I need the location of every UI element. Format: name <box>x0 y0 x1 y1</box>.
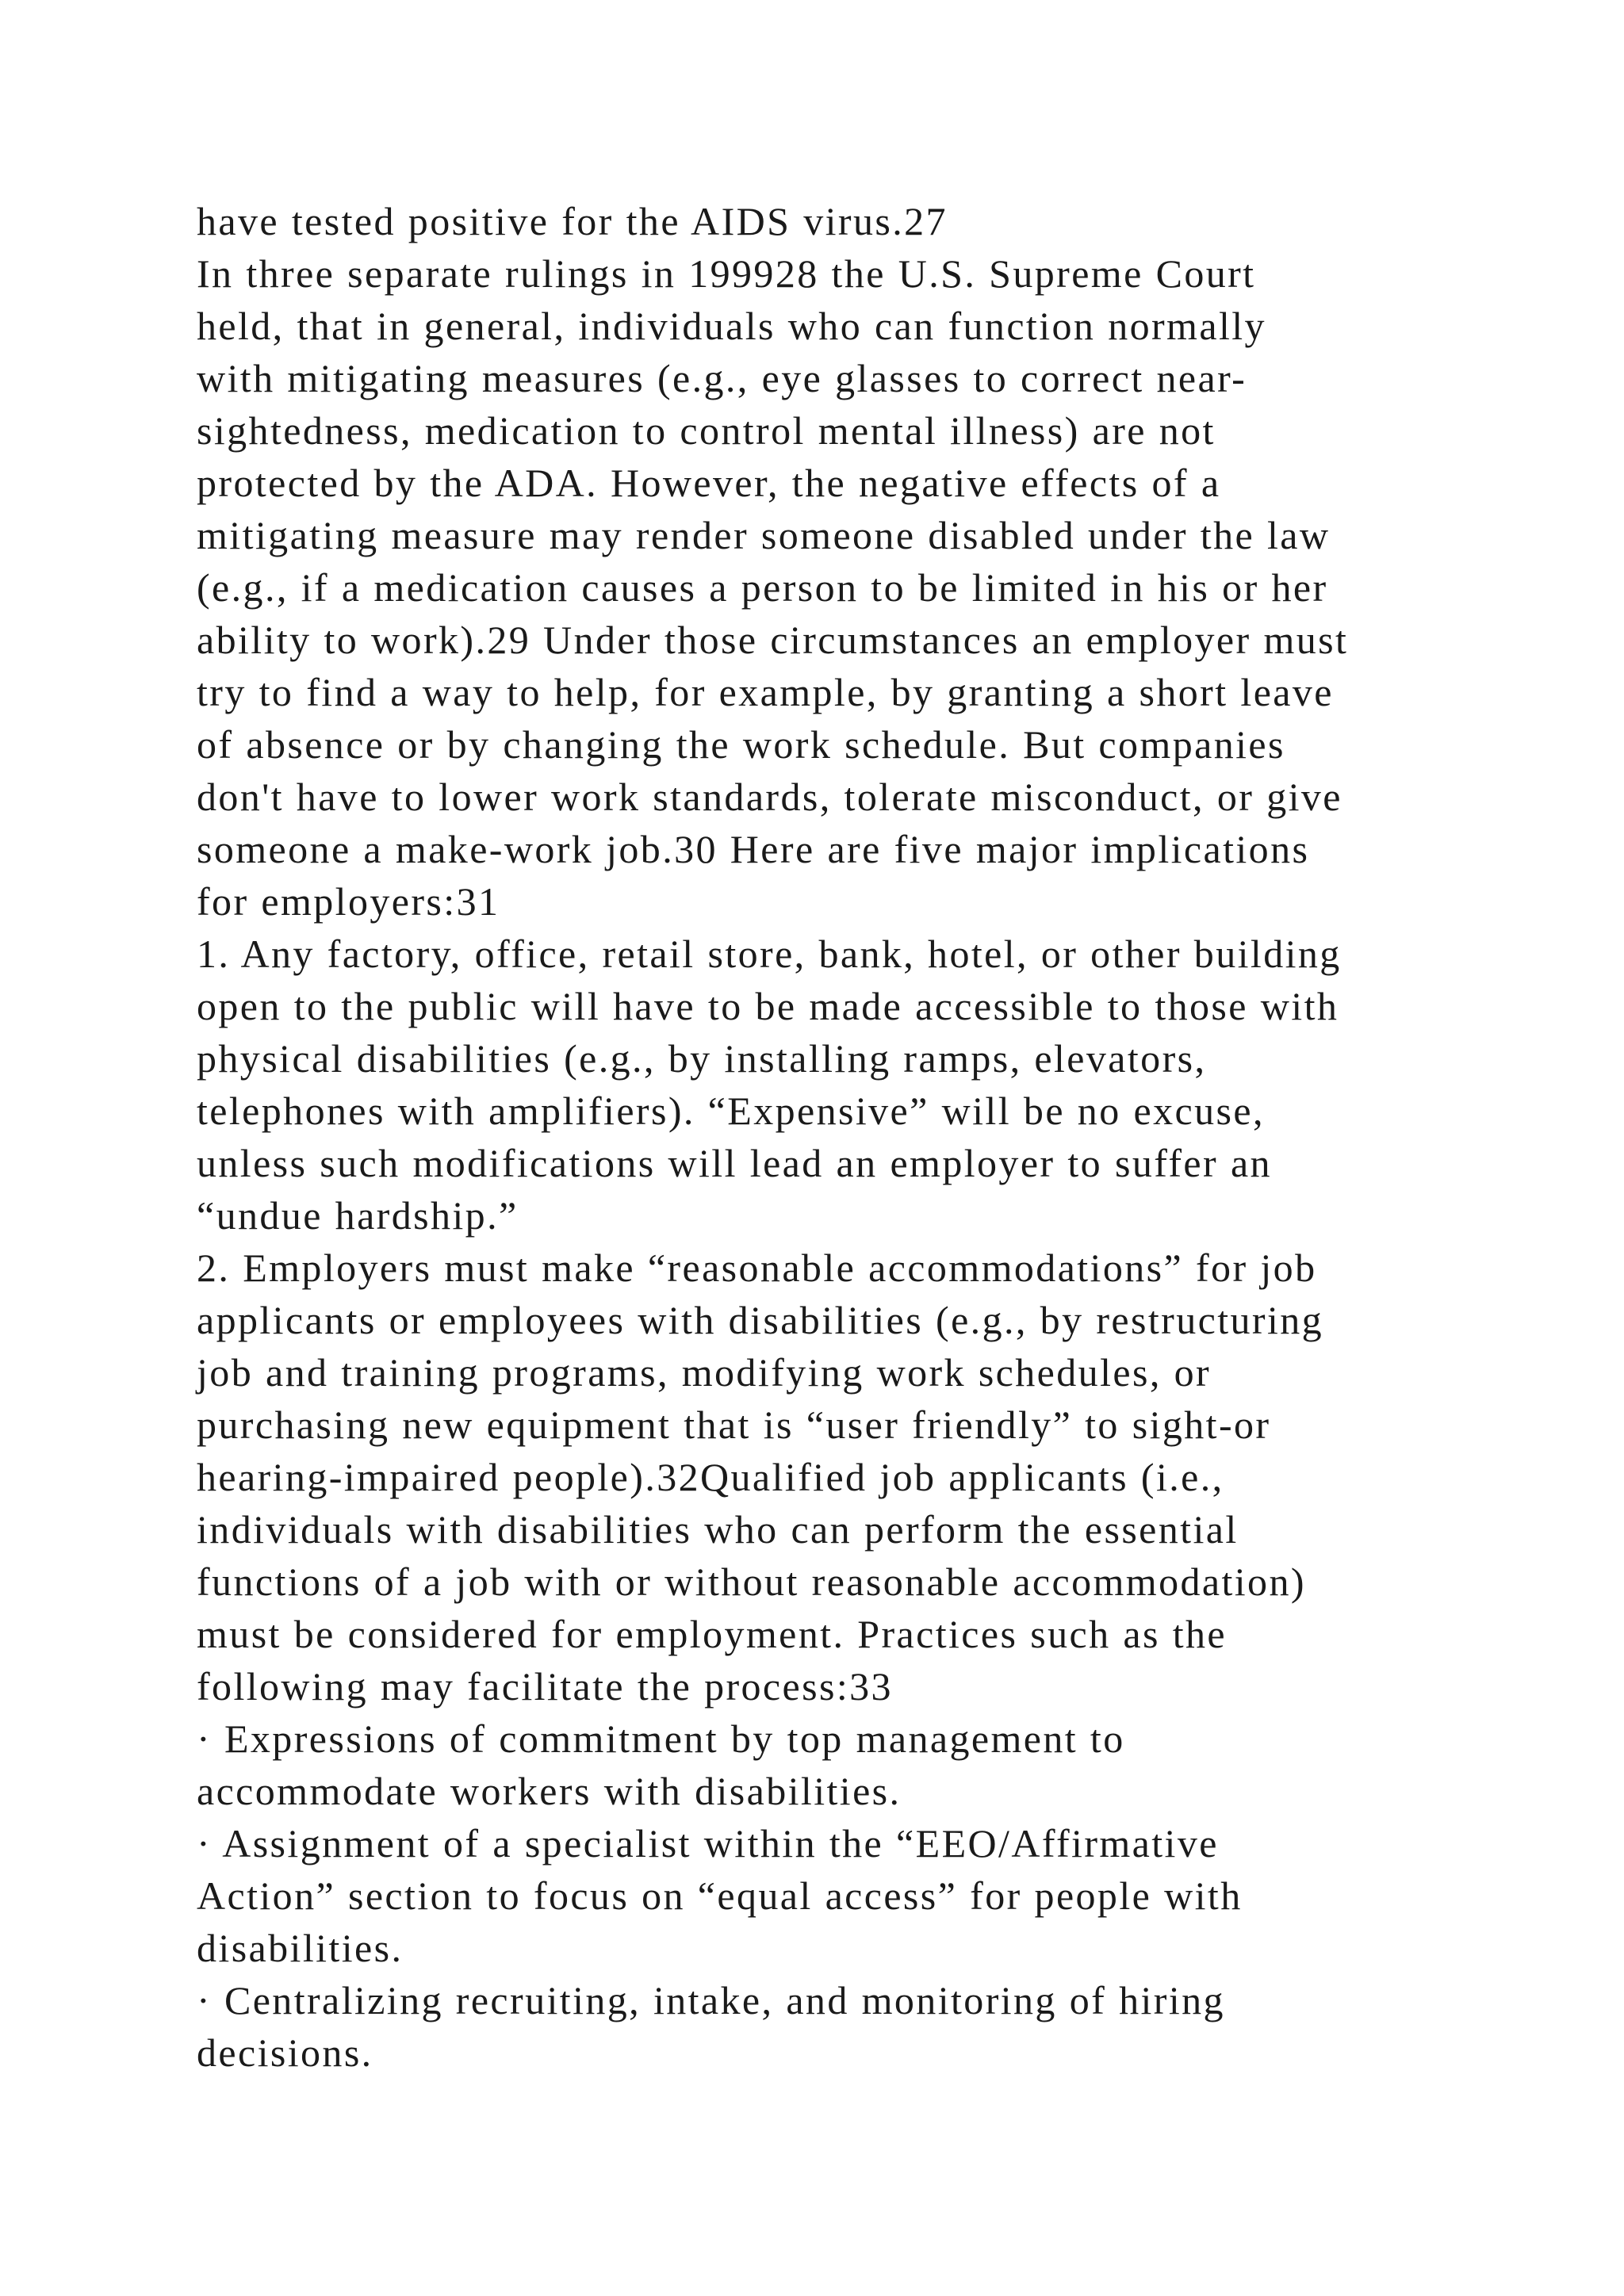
list-item-line: purchasing new equipment that is “user friendly” to sight-or <box>197 1402 1271 1447</box>
list-item-line: must be considered for employment. Practices such as the <box>197 1612 1228 1656</box>
bullet-line: Action” section to focus on “equal access” for people with <box>197 1873 1243 1918</box>
list-item-line: “undue hardship.” <box>197 1193 519 1238</box>
text-line: someone a make-work job.30 Here are five major implications <box>197 827 1310 871</box>
text-line: held, that in general, individuals who can function normally <box>197 304 1266 348</box>
list-item-line: job and training programs, modifying work schedules, or <box>197 1350 1212 1395</box>
text-line: for employers:31 <box>197 879 500 924</box>
list-item-line: individuals with disabilities who can perform the essential <box>197 1507 1239 1552</box>
text-line: protected by the ADA. However, the negative effects of a <box>197 461 1221 505</box>
bullet-line: · Centralizing recruiting, intake, and monitoring of hiring <box>197 1978 1225 2022</box>
text-line: with mitigating measures (e.g., eye glasses to correct near- <box>197 356 1247 400</box>
list-item-line: functions of a job with or without reasonable accommodation) <box>197 1559 1306 1604</box>
document-body <box>197 195 1497 2079</box>
text-line: don't have to lower work standards, tolerate misconduct, or give <box>197 775 1342 819</box>
text-line: of absence or by changing the work schedule. But companies <box>197 722 1285 767</box>
bullet-line: · Expressions of commitment by top management to <box>197 1716 1125 1761</box>
bullet-line: decisions. <box>197 2030 373 2075</box>
list-item-line: hearing-impaired people).32Qualified job applicants (i.e., <box>197 1455 1224 1499</box>
list-item-line: open to the public will have to be made accessible to those with <box>197 984 1339 1028</box>
text-line: mitigating measure may render someone disabled under the law <box>197 513 1331 557</box>
list-item-line: applicants or employees with disabilities (e.g., by restructuring <box>197 1298 1324 1342</box>
list-item-line: telephones with amplifiers). “Expensive” will be no excuse, <box>197 1089 1265 1133</box>
text-line: have tested positive for the AIDS virus.27 <box>197 199 948 243</box>
text-line: (e.g., if a medication causes a person to be limited in his or her <box>197 565 1328 610</box>
list-item-line: 1. Any factory, office, retail store, bank, hotel, or other building <box>197 932 1342 976</box>
list-item-line: following may facilitate the process:33 <box>197 1664 893 1709</box>
list-item-line: physical disabilities (e.g., by installing ramps, elevators, <box>197 1036 1207 1081</box>
list-item-line: unless such modifications will lead an employer to suffer an <box>197 1141 1272 1185</box>
bullet-line: disabilities. <box>197 1926 404 1970</box>
text-line: ability to work).29 Under those circumstances an employer must <box>197 618 1349 662</box>
list-item-line: 2. Employers must make “reasonable accommodations” for job <box>197 1246 1317 1290</box>
text-line: sightedness, medication to control mental illness) are not <box>197 408 1216 453</box>
text-line: try to find a way to help, for example, by granting a short leave <box>197 670 1334 714</box>
bullet-line: · Assignment of a specialist within the “EEO/Affirmative <box>197 1821 1219 1866</box>
bullet-line: accommodate workers with disabilities. <box>197 1769 902 1813</box>
text-line: In three separate rulings in 199928 the U.S. Supreme Court <box>197 251 1256 296</box>
